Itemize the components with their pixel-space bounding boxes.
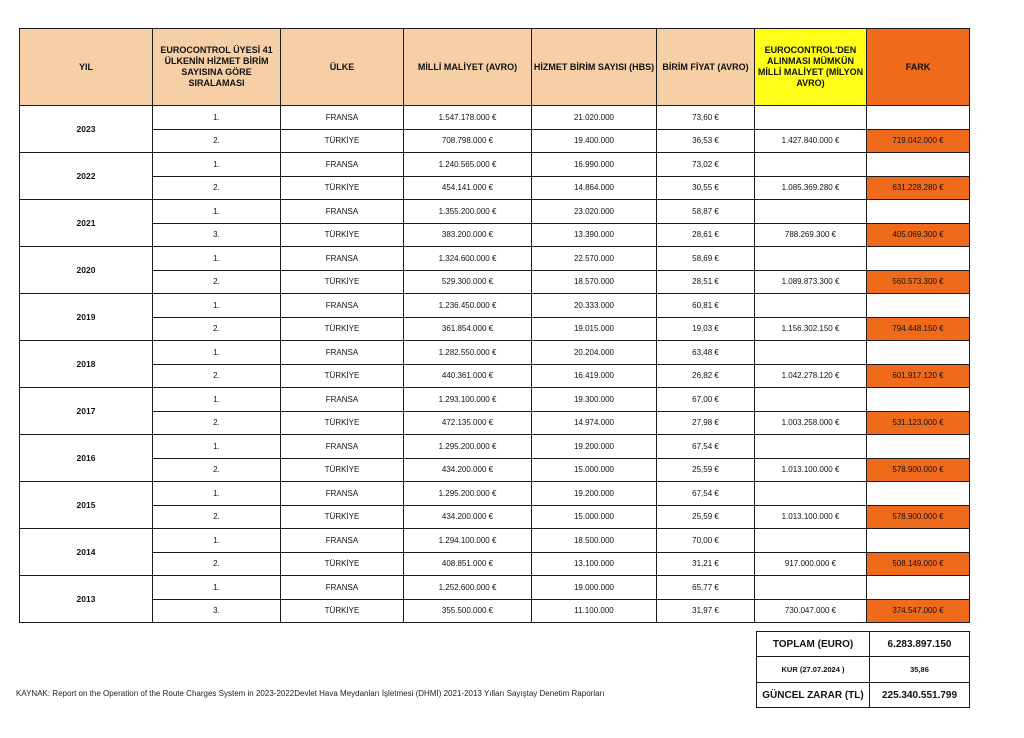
hbs-cell: 18.500.000 — [532, 529, 657, 553]
price-cell: 73,02 € — [657, 153, 755, 177]
fark-cell: 405.069.300 € — [867, 223, 970, 247]
hbs-cell: 15.000.000 — [532, 505, 657, 529]
price-cell: 31,21 € — [657, 552, 755, 576]
hbs-cell: 19.400.000 — [532, 129, 657, 153]
rank-cell: 1. — [153, 106, 281, 130]
fark-cell: 578.900.000 € — [867, 458, 970, 482]
hbs-cell: 15.000.000 — [532, 458, 657, 482]
rank-cell: 2. — [153, 505, 281, 529]
eurocontrol-cell — [755, 576, 867, 600]
country-cell: FRANSA — [281, 435, 404, 459]
table-row — [20, 270, 970, 294]
table-row — [20, 435, 970, 459]
cost-cell: 1.293.100.000 € — [404, 388, 532, 412]
price-cell: 26,82 € — [657, 364, 755, 388]
toplam-label: TOPLAM (EURO) — [757, 632, 870, 657]
fark-cell: 508.149.000 € — [867, 552, 970, 576]
price-cell: 63,48 € — [657, 341, 755, 365]
table-row — [20, 129, 970, 153]
rank-cell: 2. — [153, 458, 281, 482]
table-row — [20, 341, 970, 365]
table-row — [20, 388, 970, 412]
rank-cell: 1. — [153, 341, 281, 365]
hbs-cell: 19.015.000 — [532, 317, 657, 341]
price-cell: 27,98 € — [657, 411, 755, 435]
eurocontrol-cell — [755, 482, 867, 506]
country-cell: FRANSA — [281, 200, 404, 224]
cost-cell: 383.200.000 € — [404, 223, 532, 247]
hbs-cell: 14.864.000 — [532, 176, 657, 200]
country-cell: TÜRKİYE — [281, 129, 404, 153]
cost-cell: 1.324.600.000 € — [404, 247, 532, 271]
header-yil: YIL — [20, 29, 153, 106]
price-cell: 65,77 € — [657, 576, 755, 600]
fark-cell — [867, 435, 970, 459]
country-cell: TÜRKİYE — [281, 599, 404, 623]
country-cell: TÜRKİYE — [281, 317, 404, 341]
cost-cell: 529.300.000 € — [404, 270, 532, 294]
cost-cell: 1.355.200.000 € — [404, 200, 532, 224]
table-row — [20, 411, 970, 435]
fark-cell: 601.917.120 € — [867, 364, 970, 388]
eurocontrol-cell: 1.042.278.120 € — [755, 364, 867, 388]
fark-cell: 794.448.150 € — [867, 317, 970, 341]
header-row — [20, 29, 970, 106]
fark-cell — [867, 341, 970, 365]
rank-cell: 2. — [153, 364, 281, 388]
source-note: KAYNAK: Report on the Operation of the Route Charges System in 2023-2022Devlet Hava Meydanları İşletmesi (DHMİ) 2021-2013 Yılları Sayıştay Denetim Raporları — [16, 689, 605, 698]
price-cell: 31,97 € — [657, 599, 755, 623]
rank-cell: 1. — [153, 247, 281, 271]
country-cell: FRANSA — [281, 341, 404, 365]
eurocontrol-cell: 1.089.873.300 € — [755, 270, 867, 294]
hbs-cell: 22.570.000 — [532, 247, 657, 271]
price-cell: 28,61 € — [657, 223, 755, 247]
country-cell: TÜRKİYE — [281, 270, 404, 294]
header-birim-fiyat: BİRİM FİYAT (AVRO) — [657, 29, 755, 106]
eurocontrol-cell — [755, 200, 867, 224]
year-cell: 2023 — [20, 106, 153, 153]
fark-cell — [867, 294, 970, 318]
hbs-cell: 20.333.000 — [532, 294, 657, 318]
price-cell: 58,69 € — [657, 247, 755, 271]
country-cell: FRANSA — [281, 294, 404, 318]
table-row — [20, 294, 970, 318]
year-cell: 2015 — [20, 482, 153, 529]
rank-cell: 2. — [153, 129, 281, 153]
country-cell: TÜRKİYE — [281, 223, 404, 247]
hbs-cell: 19.300.000 — [532, 388, 657, 412]
year-cell: 2021 — [20, 200, 153, 247]
cost-cell: 708.798.000 € — [404, 129, 532, 153]
rank-cell: 2. — [153, 411, 281, 435]
table-row — [20, 223, 970, 247]
cost-cell: 434.200.000 € — [404, 458, 532, 482]
cost-cell: 355.500.000 € — [404, 599, 532, 623]
eurocontrol-cell: 1.085.369.280 € — [755, 176, 867, 200]
country-cell: TÜRKİYE — [281, 411, 404, 435]
fark-cell: 374.547.000 € — [867, 599, 970, 623]
header-milli-maliyet: MİLLİ MALİYET (AVRO) — [404, 29, 532, 106]
rank-cell: 1. — [153, 153, 281, 177]
rank-cell: 1. — [153, 294, 281, 318]
summary-row-zarar — [757, 683, 970, 708]
country-cell: FRANSA — [281, 247, 404, 271]
fark-cell: 531.123.000 € — [867, 411, 970, 435]
price-cell: 60,81 € — [657, 294, 755, 318]
summary-table — [756, 631, 970, 708]
hbs-cell: 16.419.000 — [532, 364, 657, 388]
eurocontrol-cell: 917.000.000 € — [755, 552, 867, 576]
country-cell: FRANSA — [281, 106, 404, 130]
summary-row-toplam — [757, 632, 970, 657]
route-charges-table — [19, 28, 970, 623]
fark-cell — [867, 106, 970, 130]
table-row — [20, 505, 970, 529]
table-row — [20, 364, 970, 388]
kur-label: KUR (27.07.2024 ) — [757, 657, 870, 683]
country-cell: FRANSA — [281, 153, 404, 177]
header-siralama: EUROCONTROL ÜYESİ 41 ÜLKENİN HİZMET BİRİM SAYISINA GÖRE SIRALAMASI — [153, 29, 281, 106]
year-cell: 2013 — [20, 576, 153, 623]
cost-cell: 1.240.565.000 € — [404, 153, 532, 177]
table-row — [20, 529, 970, 553]
rank-cell: 1. — [153, 482, 281, 506]
rank-cell: 2. — [153, 270, 281, 294]
cost-cell: 1.282.550.000 € — [404, 341, 532, 365]
rank-cell: 1. — [153, 435, 281, 459]
year-cell: 2017 — [20, 388, 153, 435]
eurocontrol-cell: 788.269.300 € — [755, 223, 867, 247]
cost-cell: 408.851.000 € — [404, 552, 532, 576]
table-row — [20, 552, 970, 576]
rank-cell: 2. — [153, 176, 281, 200]
price-cell: 25,59 € — [657, 505, 755, 529]
price-cell: 36,53 € — [657, 129, 755, 153]
year-cell: 2014 — [20, 529, 153, 576]
eurocontrol-cell: 1.013.100.000 € — [755, 458, 867, 482]
eurocontrol-cell — [755, 106, 867, 130]
summary-row-kur — [757, 657, 970, 683]
cost-cell: 472.135.000 € — [404, 411, 532, 435]
zarar-value: 225.340.551.799 — [870, 683, 970, 708]
rank-cell: 1. — [153, 200, 281, 224]
country-cell: FRANSA — [281, 576, 404, 600]
fark-cell: 560.573.300 € — [867, 270, 970, 294]
table-row — [20, 576, 970, 600]
hbs-cell: 20.204.000 — [532, 341, 657, 365]
price-cell: 73,60 € — [657, 106, 755, 130]
price-cell: 28,51 € — [657, 270, 755, 294]
price-cell: 30,55 € — [657, 176, 755, 200]
table-row — [20, 317, 970, 341]
country-cell: FRANSA — [281, 388, 404, 412]
year-cell: 2020 — [20, 247, 153, 294]
country-cell: TÜRKİYE — [281, 176, 404, 200]
eurocontrol-cell: 1.156.302.150 € — [755, 317, 867, 341]
eurocontrol-cell: 1.013.100.000 € — [755, 505, 867, 529]
cost-cell: 1.295.200.000 € — [404, 435, 532, 459]
price-cell: 67,54 € — [657, 482, 755, 506]
hbs-cell: 19.200.000 — [532, 435, 657, 459]
table-row — [20, 482, 970, 506]
country-cell: TÜRKİYE — [281, 552, 404, 576]
fark-cell — [867, 247, 970, 271]
year-cell: 2016 — [20, 435, 153, 482]
kur-value: 35,86 — [870, 657, 970, 683]
hbs-cell: 13.390.000 — [532, 223, 657, 247]
hbs-cell: 18.570.000 — [532, 270, 657, 294]
year-cell: 2022 — [20, 153, 153, 200]
header-hizmet-birim: HİZMET BİRİM SAYISI (HBS) — [532, 29, 657, 106]
fark-cell: 719.042.000 € — [867, 129, 970, 153]
hbs-cell: 16.990.000 — [532, 153, 657, 177]
country-cell: TÜRKİYE — [281, 458, 404, 482]
price-cell: 19,03 € — [657, 317, 755, 341]
rank-cell: 1. — [153, 529, 281, 553]
year-cell: 2018 — [20, 341, 153, 388]
fark-cell — [867, 482, 970, 506]
table-body — [20, 106, 970, 623]
table-row — [20, 153, 970, 177]
eurocontrol-cell — [755, 529, 867, 553]
eurocontrol-cell — [755, 153, 867, 177]
cost-cell: 434.200.000 € — [404, 505, 532, 529]
hbs-cell: 19.000.000 — [532, 576, 657, 600]
hbs-cell: 11.100.000 — [532, 599, 657, 623]
rank-cell: 3. — [153, 599, 281, 623]
country-cell: TÜRKİYE — [281, 505, 404, 529]
table-row — [20, 200, 970, 224]
country-cell: FRANSA — [281, 529, 404, 553]
header-ulke: ÜLKE — [281, 29, 404, 106]
table-row — [20, 176, 970, 200]
hbs-cell: 13.100.000 — [532, 552, 657, 576]
cost-cell: 1.252.600.000 € — [404, 576, 532, 600]
fark-cell — [867, 153, 970, 177]
cost-cell: 1.295.200.000 € — [404, 482, 532, 506]
eurocontrol-cell — [755, 341, 867, 365]
rank-cell: 2. — [153, 317, 281, 341]
price-cell: 25,59 € — [657, 458, 755, 482]
price-cell: 67,00 € — [657, 388, 755, 412]
country-cell: FRANSA — [281, 482, 404, 506]
eurocontrol-cell: 730.047.000 € — [755, 599, 867, 623]
fark-cell — [867, 529, 970, 553]
rank-cell: 2. — [153, 552, 281, 576]
table-row — [20, 458, 970, 482]
hbs-cell: 14.974.000 — [532, 411, 657, 435]
price-cell: 67,54 € — [657, 435, 755, 459]
cost-cell: 440.361.000 € — [404, 364, 532, 388]
table-row — [20, 247, 970, 271]
year-cell: 2019 — [20, 294, 153, 341]
rank-cell: 1. — [153, 576, 281, 600]
cost-cell: 1.236.450.000 € — [404, 294, 532, 318]
price-cell: 70,00 € — [657, 529, 755, 553]
cost-cell: 1.294.100.000 € — [404, 529, 532, 553]
fark-cell — [867, 200, 970, 224]
eurocontrol-cell — [755, 435, 867, 459]
rank-cell: 3. — [153, 223, 281, 247]
country-cell: TÜRKİYE — [281, 364, 404, 388]
header-fark: FARK — [867, 29, 970, 106]
eurocontrol-cell — [755, 294, 867, 318]
price-cell: 58,87 € — [657, 200, 755, 224]
zarar-label: GÜNCEL ZARAR (TL) — [757, 683, 870, 708]
cost-cell: 361.854.000 € — [404, 317, 532, 341]
toplam-value: 6.283.897.150 — [870, 632, 970, 657]
table-row — [20, 599, 970, 623]
header-eurocontrol: EUROCONTROL'DEN ALINMASI MÜMKÜN MİLLİ MALİYET (MİLYON AVRO) — [755, 29, 867, 106]
hbs-cell: 23.020.000 — [532, 200, 657, 224]
eurocontrol-cell — [755, 247, 867, 271]
rank-cell: 1. — [153, 388, 281, 412]
fark-cell: 631.228.280 € — [867, 176, 970, 200]
cost-cell: 1.547.178.000 € — [404, 106, 532, 130]
cost-cell: 454.141.000 € — [404, 176, 532, 200]
table-row — [20, 106, 970, 130]
eurocontrol-cell — [755, 388, 867, 412]
fark-cell — [867, 388, 970, 412]
hbs-cell: 19.200.000 — [532, 482, 657, 506]
fark-cell: 578.900.000 € — [867, 505, 970, 529]
eurocontrol-cell: 1.427.840.000 € — [755, 129, 867, 153]
eurocontrol-cell: 1.003.258.000 € — [755, 411, 867, 435]
hbs-cell: 21.020.000 — [532, 106, 657, 130]
fark-cell — [867, 576, 970, 600]
